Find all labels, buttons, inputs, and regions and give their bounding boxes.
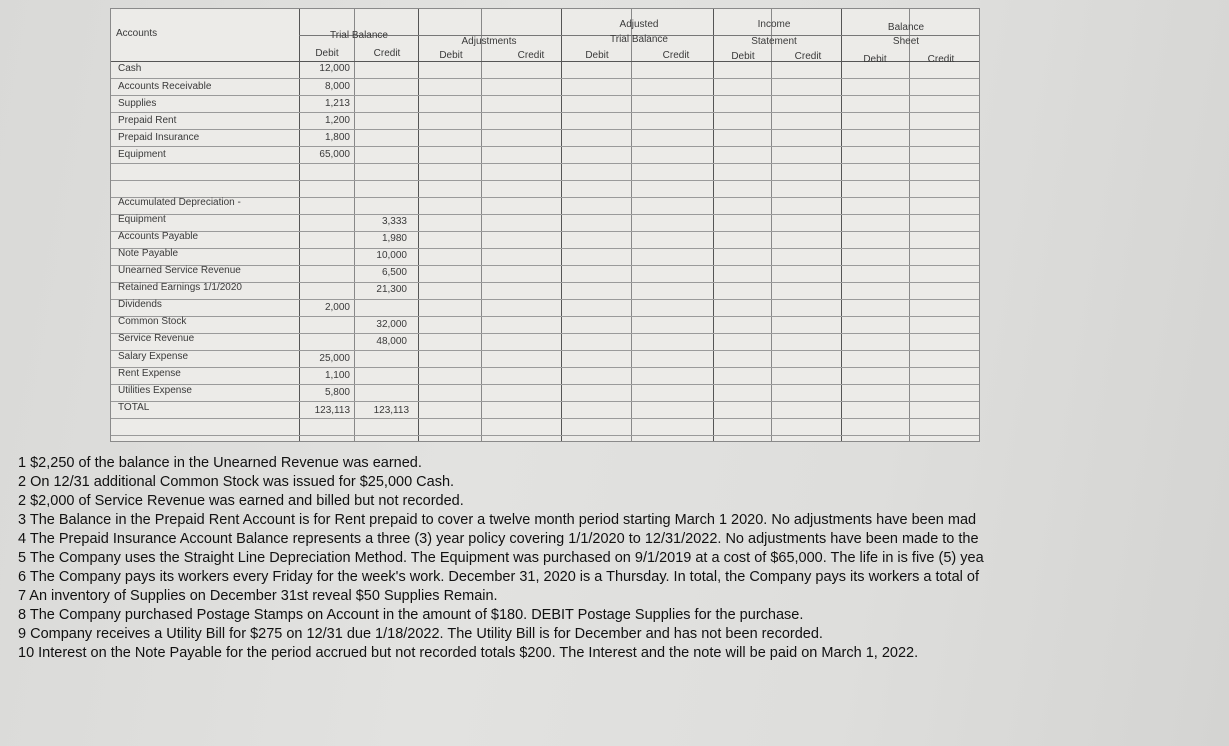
note-item: 10 Interest on the Note Payable for the period accrued but not recorded totals $200. The Interest and the note will be paid on March 1, 2022. [18,645,919,661]
row-divider [111,265,979,266]
row-divider [111,214,979,215]
row-divider [111,146,979,147]
note-item: 9 Company receives a Utility Bill for $275 on 12/31 due 1/18/2022. The Utility Bill is for December and has not been recorded. [18,626,823,642]
column-divider [561,9,562,441]
column-divider [481,9,482,441]
row-divider [111,435,979,436]
account-name: Accounts Payable [118,231,199,242]
column-divider [354,9,355,441]
header-bs-credit: Credit [927,54,955,65]
account-name: Accounts Receivable [118,81,212,92]
row-divider [111,401,979,402]
tb-debit-value: 1,200 [324,115,350,126]
account-name: Prepaid Rent [118,115,177,126]
note-item: 2 On 12/31 additional Common Stock was issued for $25,000 Cash. [18,474,455,490]
column-divider [713,9,714,441]
note-item: 4 The Prepaid Insurance Account Balance represents a three (3) year policy covering 1/1/2020 to 12/31/2022. No adjustments have been made to the [18,531,979,547]
row-divider [111,367,979,368]
note-item: 1 $2,250 of the balance in the Unearned Revenue was earned. [18,455,422,471]
row-divider [111,180,979,181]
row-divider [111,197,979,198]
note-item: 2 $2,000 of Service Revenue was earned and billed but not recorded. [18,493,464,509]
tb-debit-value: 25,000 [319,353,350,364]
header-adjusted: Adjusted [619,19,659,30]
column-divider [909,9,910,441]
note-item: 8 The Company purchased Postage Stamps on Account in the amount of $180. DEBIT Postage Supplies for the purchase. [18,607,804,623]
account-name-total: TOTAL [118,402,150,413]
account-name: Common Stock [118,316,187,327]
header-adj-debit: Debit [439,50,463,61]
tb-debit-value: 1,213 [324,98,350,109]
row-divider [111,163,979,164]
tb-debit-value: 1,100 [324,370,350,381]
worksheet-table [110,8,980,442]
row-divider [111,333,979,334]
row-divider [111,350,979,351]
tb-credit-value: 10,000 [376,250,407,261]
account-name: Rent Expense [118,368,181,379]
note-item: 7 An inventory of Supplies on December 31st reveal $50 Supplies Remain. [18,588,498,604]
tb-credit-value: 3,333 [381,216,407,227]
account-name: Note Payable [118,248,179,259]
account-name: Supplies [118,98,157,109]
header-atb-debit: Debit [585,50,609,61]
account-name: Accumulated Depreciation - [118,197,241,208]
tb-debit-value: 8,000 [324,81,350,92]
row-divider [111,299,979,300]
header-is-debit: Debit [731,51,755,62]
header-sheet: Sheet [892,36,920,47]
account-name: Equipment [118,214,166,225]
header-atb-credit: Credit [662,50,690,61]
header-tb-debit: Debit [315,48,339,59]
column-divider [841,9,842,441]
row-divider [111,418,979,419]
account-name: Retained Earnings 1/1/2020 [118,282,242,293]
header-tb-credit: Credit [373,48,401,59]
tb-credit-value: 48,000 [376,336,407,347]
tb-credit-value: 1,980 [381,233,407,244]
account-name: Unearned Service Revenue [118,265,241,276]
header-is-credit: Credit [794,51,822,62]
column-divider [631,9,632,441]
header-adj-credit: Credit [517,50,545,61]
tb-debit-value: 1,800 [324,132,350,143]
note-item: 3 The Balance in the Prepaid Rent Account is for Rent prepaid to cover a twelve month period starting March 1 2020. No adjustments have been mad [18,512,977,528]
note-item: 5 The Company uses the Straight Line Depreciation Method. The Equipment was purchased on 9/1/2019 at a cost of $65,000. The life in is five (5) yea [18,550,984,566]
column-divider [418,9,419,441]
header-adjustments: Adjustments [461,36,517,47]
row-divider [111,78,979,79]
account-name: Dividends [118,299,162,310]
account-name: Prepaid Insurance [118,132,200,143]
row-divider [111,384,979,385]
tb-debit-value: 65,000 [319,149,350,160]
tb-debit-value: 5,800 [324,387,350,398]
header-divider [111,61,979,62]
row-divider [111,231,979,232]
account-name: Utilities Expense [118,385,192,396]
header-balance: Balance [887,22,925,33]
account-name: Salary Expense [118,351,189,362]
note-item: 6 The Company pays its workers every Friday for the week's work. December 31, 2020 is a Thursday. In total, the Company pays its workers a total of [18,569,979,585]
header-trial-balance: Trial Balance [330,30,388,41]
account-name: Service Revenue [118,333,195,344]
tb-debit-value: 2,000 [324,302,350,313]
header-bs-debit: Debit [863,54,887,65]
row-divider [111,248,979,249]
tb-credit-total: 123,113 [373,405,409,416]
row-divider [111,112,979,113]
column-divider [771,9,772,441]
tb-credit-value: 21,300 [376,284,407,295]
tb-debit-total: 123,113 [314,405,350,416]
row-divider [111,95,979,96]
row-divider [111,316,979,317]
header-income: Income [757,19,791,30]
header-statement: Statement [751,36,797,47]
header-adjusted-tb: Trial Balance [610,34,668,45]
tb-credit-value: 32,000 [376,319,407,330]
tb-debit-value: 12,000 [319,63,350,74]
account-name: Equipment [118,149,166,160]
row-divider [111,129,979,130]
tb-credit-value: 6,500 [381,267,407,278]
column-divider [299,9,300,441]
account-name: Cash [118,63,142,74]
header-accounts: Accounts [116,28,158,39]
